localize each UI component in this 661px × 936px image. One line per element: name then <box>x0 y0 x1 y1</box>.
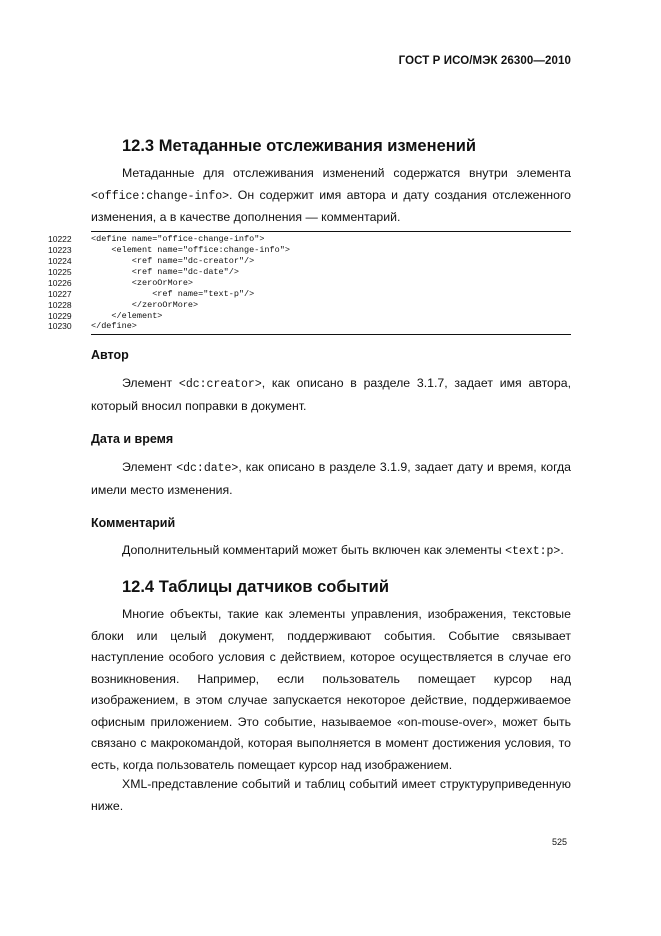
code-line <box>48 289 571 300</box>
author-paragraph <box>91 373 571 417</box>
line-number: 10229 <box>48 311 72 321</box>
code-text: <ref name="dc-creator"/> <box>91 256 255 266</box>
line-number: 10222 <box>48 234 72 244</box>
line-number: 10228 <box>48 300 72 310</box>
code-listing <box>48 231 571 335</box>
section-12-3-paragraph <box>91 163 571 229</box>
paragraph-text: Многие объекты, такие как элементы управления, изображения, текстовые блоки или целый документ, поддерживают события. Событие связывает наступление особого условия с действием, которое осуществляется в случае его возникновения. Например, если пользователь помещает курсор над изображением, в этом случае запускается некоторое действие, поддерживаемое офисным приложением. Это событие, называемое «on-mouse-over», может быть связано с макрокомандой, которая выполняется в момент достижения условия, то есть, когда пользователь помещает курсор над изображением. <box>91 607 571 772</box>
line-number: 10225 <box>48 267 72 277</box>
code-line <box>48 321 571 332</box>
code-line <box>48 267 571 278</box>
code-text: <ref name="dc-date"/> <box>91 267 239 277</box>
comment-heading: Комментарий <box>91 516 176 530</box>
datetime-paragraph <box>91 457 571 501</box>
line-number: 10227 <box>48 289 72 299</box>
code-text: <zeroOrMore> <box>91 278 194 288</box>
inline-code: <dc:creator> <box>178 378 262 391</box>
section-12-4-paragraph-2 <box>91 774 571 817</box>
code-text: </zeroOrMore> <box>91 300 199 310</box>
code-text: <element name="office:change-info"> <box>91 245 290 255</box>
inline-code: <text:p> <box>505 545 561 558</box>
code-line <box>48 300 571 311</box>
code-line <box>48 234 571 245</box>
code-text: <ref name="text-p"/> <box>91 289 255 299</box>
line-number: 10230 <box>48 321 72 331</box>
comment-paragraph <box>91 540 571 563</box>
paragraph-text: Элемент <box>122 376 179 390</box>
page-number: 525 <box>552 837 568 847</box>
code-line <box>48 245 571 256</box>
datetime-heading: Дата и время <box>91 432 174 446</box>
document-header: ГОСТ Р ИСО/МЭК 26300—2010 <box>398 55 571 67</box>
paragraph-text: , как описано в разделе 3.1.9, задает дату и время, когда имели место изменения. <box>91 460 572 497</box>
code-text: <define name="office-change-info"> <box>91 234 265 244</box>
section-12-4-title: 12.4 Таблицы датчиков событий <box>122 578 389 596</box>
paragraph-text: Дополнительный комментарий может быть включен как элементы <box>122 543 506 557</box>
paragraph-text: , как описано в разделе 3.1.7, задает имя автора, который вносил поправки в документ. <box>91 376 571 413</box>
code-text: </element> <box>91 311 163 321</box>
paragraph-text: . Он содержит имя автора и дату создания отслеженного изменения, а в качестве дополнения — комментарий. <box>91 187 571 224</box>
section-12-3-title: 12.3 Метаданные отслеживания изменений <box>122 137 477 155</box>
inline-code: <office:change-info> <box>91 189 230 203</box>
paragraph-text: . <box>560 543 564 557</box>
code-text: </define> <box>91 321 137 331</box>
inline-code: <dc:date> <box>176 462 239 475</box>
paragraph-text: Метаданные для отслеживания изменений содержатся внутри элемента <box>122 166 571 180</box>
line-number: 10226 <box>48 278 72 288</box>
paragraph-text: Элемент <box>122 460 177 474</box>
line-number: 10224 <box>48 256 72 266</box>
paragraph-text: XML-представление событий и таблиц событий имеет структуруприведенную ниже. <box>91 777 571 813</box>
code-line <box>48 278 571 289</box>
line-number: 10223 <box>48 245 72 255</box>
section-12-4-paragraph-1 <box>91 604 571 776</box>
code-line <box>48 256 571 267</box>
author-heading: Автор <box>91 348 129 362</box>
